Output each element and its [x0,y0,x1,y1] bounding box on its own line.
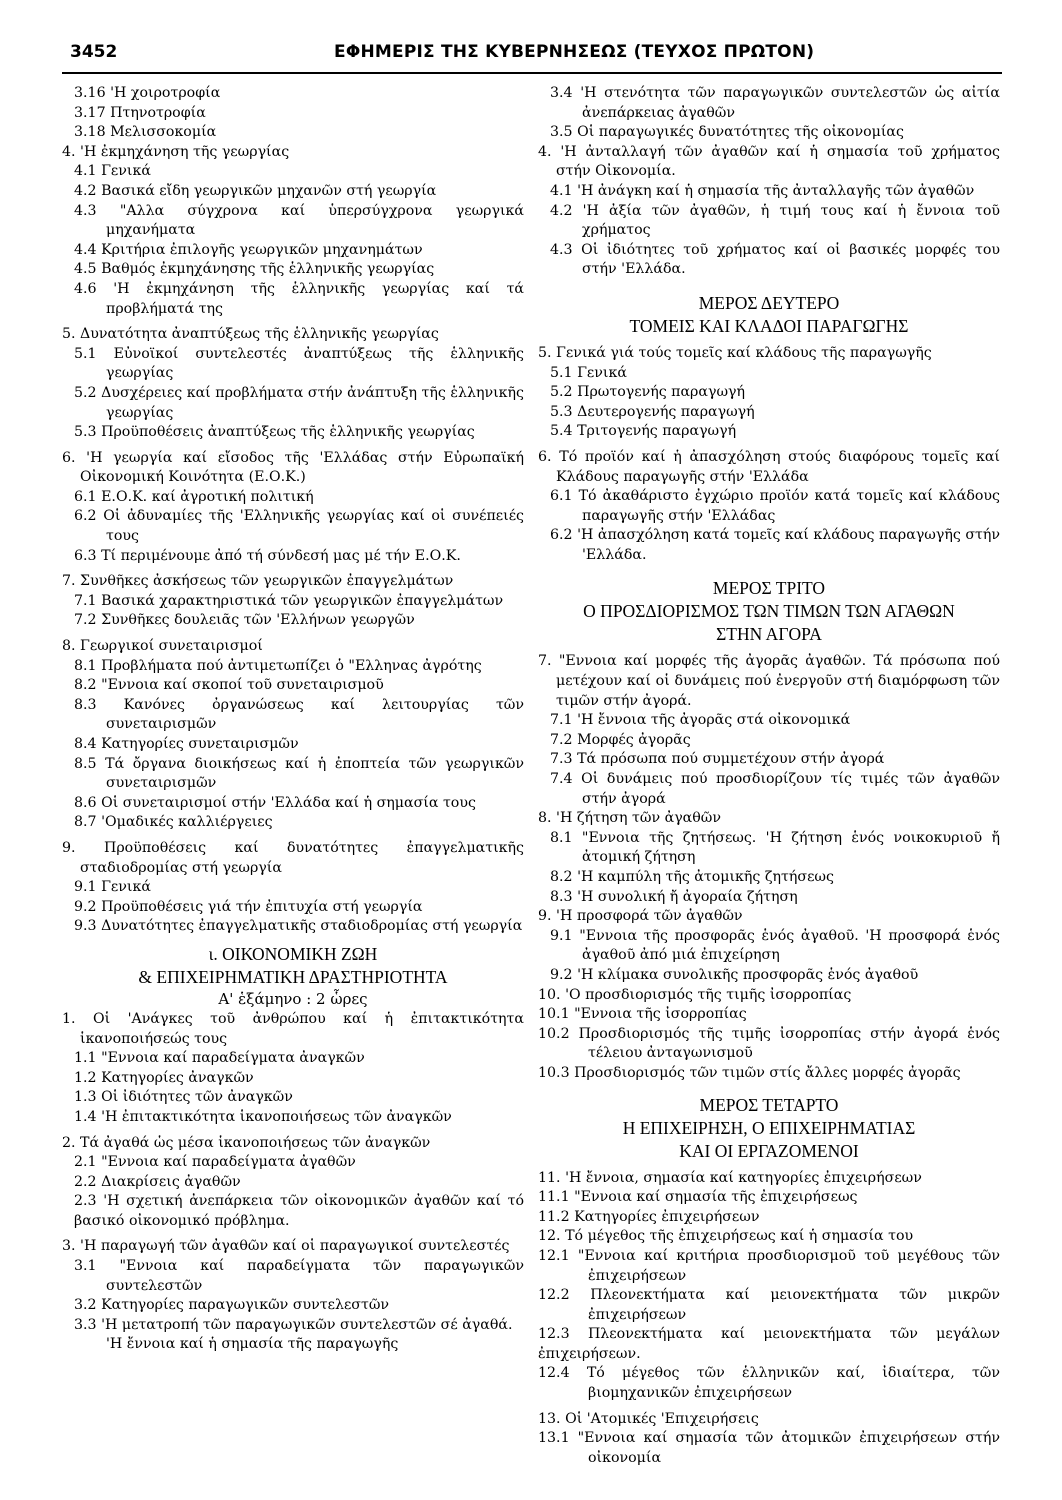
section-heading: 8. Γεωργικοί συνεταιρισμοί [62,638,263,655]
list-item: 3.18 Μελισσοκομία [74,124,217,141]
list-item: 12.2 Πλεονεκτήματα καί μειονεκτήματα τῶν μικρῶν ἐπιχειρήσεων [538,1287,1000,1323]
list-item: 4.1 Γενικά [74,163,151,180]
section-heading: 5. Γενικά γιά τούς τομεῖς καί κλάδους τῆς παραγωγῆς [538,344,932,361]
left-column [62,84,524,1355]
part-subtitle: ΚΑΙ ΟΙ ΕΡΓΑΖΟΜΕΝΟΙ [679,1140,859,1161]
list-item: 9.2 'Η κλίμακα συνολικῆς προσφορᾶς ἑνός ἀγαθοῦ [550,966,919,983]
list-item: 3.17 Πτηνοτροφία [74,104,206,121]
part-subtitle: Ο ΠΡΟΣΔΙΟΡΙΣΜΟΣ ΤΩΝ ΤΙΜΩΝ ΤΩΝ ΑΓΑΘΩΝ [583,601,955,622]
list-item: 8.4 Κατηγορίες συνεταιρισμῶν [74,736,299,752]
section-heading: 6. 'Η γεωργία καί εἴσοδος τῆς 'Ελλάδας στήν Εὐρωπαϊκή Οἰκονομική Κοινότητα (Ε.Ο.Κ.) [62,449,524,486]
list-item: 8.2 "Εννοια καί σκοποί τοῦ συνεταιρισμοῦ [74,677,384,694]
list-item: 6.2 Οἱ ἀδυναμίες τῆς 'Ελληνικῆς γεωργίας καί οἱ συνέπειές τους [74,508,524,545]
chapter-title: & ΕΠΙΧΕΙΡΗΜΑΤΙΚΗ ΔΡΑΣΤΗΡΙΟΤΗΤΑ [138,966,448,987]
list-item: 8.5 Τά ὄργανα διοικήσεως καί ἡ ἐποπτεία τῶν γεωργικῶν συνεταιρισμῶν [74,755,524,792]
list-item: 8.3 'Η συνολική ἤ ἀγοραία ζήτηση [550,888,798,905]
list-item: 9.3 Δυνατότητες ἐπαγγελματικῆς σταδιοδρομίας στή γεωργία [74,918,523,935]
section-heading: 7. "Εννοια καί μορφές τῆς ἀγορᾶς ἀγαθῶν. Τά πρόσωπα πού μετέχουν καί οἱ δυνάμεις πού ἐνεργοῦν στή διαμόρφωση τῶν τιμῶν στήν ἀγορά. [538,653,1000,709]
section-heading: 2. Τά ἀγαθά ὡς μέσα ἱκανοποιήσεως τῶν ἀναγκῶν [62,1134,431,1151]
page-number: 3452 [70,42,118,62]
list-item: 2.2 Διακρίσεις ἀγαθῶν [74,1173,241,1190]
section-heading: 10. 'Ο προσδιορισμός τῆς τιμῆς ἰσορροπίας [538,986,852,1003]
section-heading: 6. Τό προϊόν καί ἡ ἀπασχόληση στούς διαφόρους τομεῖς καί Κλάδους παραγωγῆς στήν 'Ελλάδα [538,448,1000,485]
list-item: 8.1 Προβλήματα πού ἀντιμετωπίζει ὁ "Ελληνας ἀγρότης [74,657,482,674]
section-heading: 3. 'Η παραγωγή τῶν ἀγαθῶν καί οἱ παραγωγικοί συντελεστές [62,1238,510,1255]
list-item: 4.4 Κριτήρια ἐπιλογῆς γεωργικῶν μηχανημάτων [74,241,423,258]
page-header [62,42,1002,72]
list-item: 8.7 'Ομαδικές καλλιέργειες [74,814,273,831]
list-item: 5.2 Πρωτογενής παραγωγή [550,384,746,401]
list-item: 9.1 "Εννοια τῆς προσφορᾶς ἑνός ἀγαθοῦ. 'Η προσφορά ἑνός ἀγαθοῦ ἀπό μιά ἐπιχείρηση [550,927,1000,964]
list-item: 5.1 Εὐνοϊκοί συντελεστές ἀναπτύξεως τῆς ἑλληνικῆς γεωργίας [74,345,524,382]
list-item: 3.3 'Η μετατροπή τῶν παραγωγικῶν συντελεστῶν σέ ἀγαθά. [74,1316,513,1333]
list-item: 6.1 Τό ἀκαθάριστο ἐγχώριο προϊόν κατά τομεῖς καί κλάδους παραγωγῆς στήν 'Ελλάδας [550,488,1000,524]
list-item: 8.1 "Εννοια τῆς ζητήσεως. 'Η ζήτηση ἑνός νοικοκυριοῦ ἤ ἀτομική ζήτηση [550,829,1000,866]
list-item: 4.5 Βαθμός ἐκμηχάνησης τῆς ἑλληνικῆς γεωργίας [74,261,435,278]
list-item: 12.1 "Εννοια καί κριτήρια προσδιορισμοῦ τοῦ μεγέθους τῶν ἐπιχειρήσεων [538,1247,1000,1284]
list-item: 3.4 'Η στενότητα τῶν παραγωγικῶν συντελεστῶν ὡς αἰτία ἀνεπάρκειας ἀγαθῶν [550,85,1000,121]
part-subtitle: Η ΕΠΙΧΕΙΡΗΣΗ, Ο ΕΠΙΧΕΙΡΗΜΑΤΙΑΣ [622,1117,916,1138]
semester-hours: Α' ἑξάμηνο : 2 ὧρες [218,989,368,1008]
list-item: 5.2 Δυσχέρειες καί προβλήματα στήν ἀνάπτυξη τῆς ἑλληνικῆς γεωργίας [74,384,524,421]
section-heading: 13. Οἱ 'Ατομικές 'Επιχειρήσεις [538,1410,759,1427]
list-item: 10.3 Προσδιορισμός τῶν τιμῶν στίς ἄλλες μορφές ἀγορᾶς [538,1064,961,1081]
list-item: 4.3 "Αλλα σύγχρονα καί ὑπερσύγχρονα γεωργικά μηχανήματα [74,202,524,239]
list-item: 7.1 'Η ἔννοια τῆς ἀγορᾶς στά οἰκονομικά [550,712,851,729]
section-heading: 4. 'Η ἐκμηχάνηση τῆς γεωργίας [62,143,290,160]
list-item: 3.1 "Εννοια καί παραδείγματα τῶν παραγωγικῶν συντελεστῶν [74,1258,524,1294]
list-item: 12.3 Πλεονεκτήματα καί μειονεκτήματα τῶν μεγάλων ἐπιχειρήσεων. [538,1326,1000,1362]
list-item: 1.3 Οἱ ἰδιότητες τῶν ἀναγκῶν [74,1089,293,1106]
section-heading: 12. Τό μέγεθος τῆς ἐπιχειρήσεως καί ἡ σημασία του [538,1228,914,1245]
list-item: 4.2 Βασικά εἴδη γεωργικῶν μηχανῶν στή γεωργία [74,182,437,199]
section-heading: 9. Προϋποθέσεις καί δυνατότητες ἐπαγγελματικῆς σταδιοδρομίας στή γεωργία [62,839,524,876]
list-item: 13.1 "Εννοια καί σημασία τῶν ἀτομικῶν ἐπιχειρήσεων στήν οἰκονομία [538,1430,1000,1466]
list-item: 3.2 Κατηγορίες παραγωγικῶν συντελεστῶν [74,1297,390,1314]
list-item: 9.2 Προϋποθέσεις γιά τήν ἐπιτυχία στή γεωργία [74,898,423,915]
list-item: 2.1 "Εννοια καί παραδείγματα ἀγαθῶν [74,1154,356,1171]
list-item: 11.2 Κατηγορίες ἐπιχειρήσεων [538,1208,760,1225]
section-heading: 1. Οἱ 'Ανάγκες τοῦ ἀνθρώπου καί ἡ ἐπιτακτικότητα ἱκανοποιήσεώς τους [62,1010,524,1047]
list-item: 10.2 Προσδιορισμός τῆς τιμῆς ἰσορροπίας στήν ἀγορά ἑνός τέλειου ἀνταγωνισμοῦ [538,1025,1000,1062]
list-item: 12.4 Τό μέγεθος τῶν ἑλληνικῶν καί, ἰδιαίτερα, τῶν βιομηχανικῶν ἐπιχειρήσεων [538,1365,1000,1402]
list-item: 5.3 Δευτερογενής παραγωγή [550,403,755,420]
part-subtitle: ΣΤΗΝ ΑΓΟΡΑ [716,624,822,645]
list-item: 1.2 Κατηγορίες ἀναγκῶν [74,1069,254,1086]
list-item: 1.4 'Η ἐπιτακτικότητα ἱκανοποιήσεως τῶν ἀναγκῶν [74,1108,452,1125]
list-item: 5.3 Προϋποθέσεις ἀναπτύξεως τῆς ἑλληνικῆς γεωργίας [74,424,475,441]
list-item: 8.6 Οἱ συνεταιρισμοί στήν 'Ελλάδα καί ἡ σημασία τους [74,794,476,811]
list-item: 3.16 'Η χοιροτροφία [74,85,221,101]
chapter-title: ι. ΟΙΚΟΝΟΜΙΚΗ ΖΩΗ [208,943,378,964]
list-item: 'Η ἔννοια καί ἡ σημασία τῆς παραγωγῆς [106,1336,399,1353]
list-item: 7.4 Οἱ δυνάμεις πού προσδιορίζουν τίς τιμές τῶν ἀγαθῶν στήν ἀγορά [550,771,1000,807]
list-item: 8.2 'Η καμπύλη τῆς ἀτομικῆς ζητήσεως [550,869,834,885]
part-title: ΜΕΡΟΣ ΤΡΙΤΟ [712,578,826,599]
list-item: 7.2 Συνθῆκες δουλειᾶς τῶν 'Ελλήνων γεωργῶν [74,612,415,629]
section-heading: 4. 'Η ἀνταλλαγή τῶν ἀγαθῶν καί ἡ σημασία τοῦ χρήματος στήν Οἰκονομία. [538,143,1000,180]
list-item: 2.3 'Η σχετική ἀνεπάρκεια τῶν οἰκονομικῶν ἀγαθῶν καί τό βασικό οἰκονομικό πρόβλημα. [74,1193,524,1229]
list-item: 3.5 Οἱ παραγωγικές δυνατότητες τῆς οἰκονομίας [550,124,904,141]
list-item: 9.1 Γενικά [74,879,151,896]
section-heading: 5. Δυνατότητα ἀναπτύξεως τῆς ἑλληνικῆς γεωργίας [62,326,439,343]
right-column [538,84,1000,1468]
list-item: 7.3 Τά πρόσωπα πού συμμετέχουν στήν ἀγορά [550,751,885,768]
part-subtitle: ΤΟΜΕΙΣ ΚΑΙ ΚΛΑΔΟΙ ΠΑΡΑΓΩΓΗΣ [629,315,909,336]
header-rule [62,72,1002,74]
list-item: 10.1 "Εννοια τῆς ἰσορροπίας [538,1006,747,1023]
list-item: 4.3 Οἱ ἰδιότητες τοῦ χρήματος καί οἱ βασικές μορφές του στήν 'Ελλάδα. [550,241,1000,278]
list-item: 6.3 Τί περιμένουμε ἀπό τή σύνδεσή μας μέ τήν Ε.Ο.Κ. [74,547,461,564]
list-item: 6.1 Ε.Ο.Κ. καί ἀγροτική πολιτική [74,488,314,505]
list-item: 11.1 "Εννοια καί σημασία τῆς ἐπιχειρήσεως [538,1189,858,1206]
list-item: 7.1 Βασικά χαρακτηριστικά τῶν γεωργικῶν ἐπαγγελμάτων [74,592,504,609]
list-item: 4.2 'Η ἀξία τῶν ἀγαθῶν, ἡ τιμή τους καί ἡ ἔννοια τοῦ χρήματος [550,202,1000,239]
list-item: 4.6 'Η ἐκμηχάνηση τῆς ἑλληνικῆς γεωργίας καί τά προβλήματά της [74,280,524,317]
list-item: 5.4 Τριτογενής παραγωγή [550,423,737,440]
list-item: 8.3 Κανόνες ὀργανώσεως καί λειτουργίας τῶν συνεταιρισμῶν [74,696,524,733]
list-item: 5.1 Γενικά [550,364,627,381]
section-heading: 8. 'Η ζήτηση τῶν ἀγαθῶν [538,810,721,827]
part-title: ΜΕΡΟΣ ΔΕΥΤΕΡΟ [698,292,840,313]
section-heading: 11. 'Η ἔννοια, σημασία καί κατηγορίες ἐπιχειρήσεων [538,1169,922,1186]
list-item: 7.2 Μορφές ἀγορᾶς [550,731,691,748]
gazette-title: ΕΦΗΜΕΡΙΣ ΤΗΣ ΚΥΒΕΡΝΗΣΕΩΣ (ΤΕΥΧΟΣ ΠΡΩΤΟΝ) [334,42,815,62]
part-title: ΜΕΡΟΣ ΤΕΤΑΡΤΟ [699,1094,839,1115]
section-heading: 9. 'Η προσφορά τῶν ἀγαθῶν [538,908,743,925]
list-item: 4.1 'Η ἀνάγκη καί ἡ σημασία τῆς ἀνταλλαγῆς τῶν ἀγαθῶν [550,182,975,199]
section-heading: 7. Συνθῆκες ἀσκήσεως τῶν γεωργικῶν ἐπαγγελμάτων [62,573,454,590]
list-item: 6.2 'Η ἀπασχόληση κατά τομεῖς καί κλάδους παραγωγῆς στήν 'Ελλάδα. [550,527,1000,563]
list-item: 1.1 "Εννοια καί παραδείγματα ἀναγκῶν [74,1050,365,1067]
